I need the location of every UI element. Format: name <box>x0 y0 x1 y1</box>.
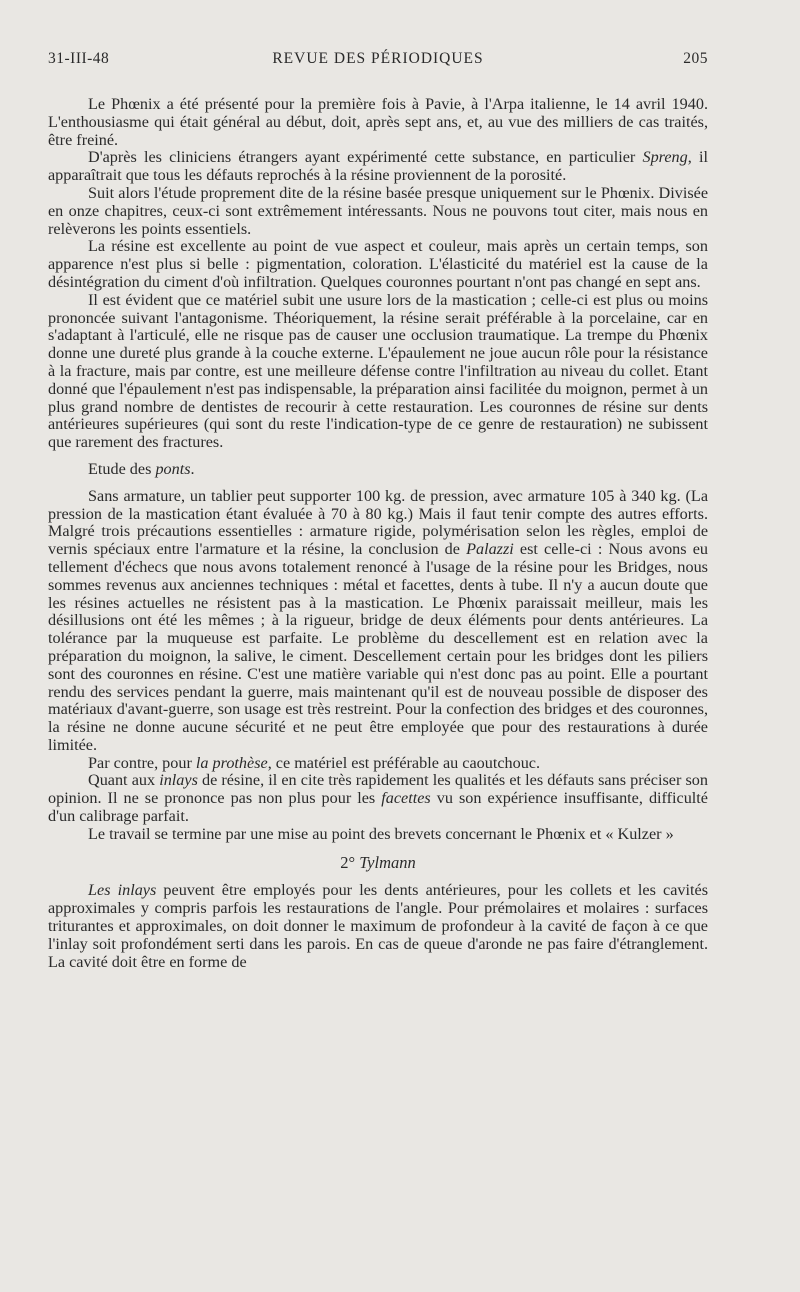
paragraph-4: La résine est excellente au point de vue aspect et couleur, mais après un certain temps, son apparence n'est plus si belle : pigmentation, coloration. L'élasticité du matériel est la cause de la désintégration du ciment d'où infiltration. Quelques couronnes pourtant n'ont pas changé en sept ans. <box>48 237 708 291</box>
header-title: REVUE DES PÉRIODIQUES <box>272 50 484 67</box>
author-palazzi: Palazzi <box>466 540 514 559</box>
section-author: Tylmann <box>359 852 416 872</box>
author-spreng: Spreng <box>642 148 688 167</box>
paragraph-8: Par contre, pour la prothèse, ce matériel est préférable au caoutchouc. <box>88 753 541 772</box>
paragraph-5: Il est évident que ce matériel subit une usure lors de la mastication ; celle-ci est plus ou moins prononcée suivant l'antagonisme. Théoriquement, la résine serait préférable à la porcelaine, car en s'adaptant à l'articulé, elle ne risque pas de causer une occlusion traumatique. La trempe du Phœnix donne une dureté plus grande à la couche externe. L'épaulement ne joue aucun rôle pour la résistance à la fracture, mais par contre, est une meilleure défense contre l'infiltration au niveau du collet. Etant donné que l'épaulement n'est pas indispensable, la préparation ainsi facilitée du moignon, permet à un plus grand nombre de dentistes de recourir à cette restauration. Les couronnes de résine sur dents antérieures supérieures (qui sont du reste l'indication-type de ce genre de restauration) ne subissent que rarement des fractures. <box>48 290 708 452</box>
paragraph-3: Suit alors l'étude proprement dite de la résine basée presque uniquement sur le Phœnix. Divisée en onze chapitres, ceux-ci sont extrêmement intéressants. Nous ne pouvons tout citer, mais nous en relèverons les points essentiels. <box>48 183 708 238</box>
paragraph-11: Les inlays peuvent être employés pour les dents antérieures, pour les collets et les cavités approximales y compris parfois les restaurations de l'angle. Pour prémolaires et molaires : surfaces triturantes et approximales, on doit donner le maximum de profondeur à la cavité de façon à ce que l'inlay soit profondément serti dans les parois. En cas de queue d'aronde ne pas faire d'étranglement. La cavité doit être en forme de <box>48 881 708 971</box>
paragraph-9: Quant aux inlays de résine, il en cite très rapidement les qualités et les défauts sans préciser son opinion. Il ne se prononce pas non plus pour les facettes vu son expérience insuffisante, difficulté d'un calibrage parfait. <box>48 771 708 826</box>
section-number: 2° <box>340 852 356 872</box>
paragraph-10: Le travail se termine par une mise au point des brevets concernant le Phœnix et « Kulzer » <box>88 824 674 843</box>
paragraph-1: Le Phœnix a été présenté pour la première fois à Pavie, à l'Arpa italienne, le 14 avril 1940. L'enthousiasme qui était général au début, doit, après sept ans, et, au vue des milliers de cas traités, être freiné. <box>48 95 708 149</box>
running-header <box>48 50 708 74</box>
header-date: 31-III-48 <box>48 50 110 67</box>
paragraph-2: D'après les cliniciens étrangers ayant expérimenté cette substance, en particulier Spreng, il apparaîtrait que tous les défauts reprochés à la résine proviennent de la porosité. <box>48 148 708 185</box>
page-number: 205 <box>683 50 708 67</box>
section-heading <box>48 854 708 872</box>
article-body <box>48 96 708 971</box>
subheading-ponts: Etude des ponts. <box>88 459 195 478</box>
paragraph-7: Sans armature, un tablier peut supporter 100 kg. de pression, avec armature 105 à 340 kg. (La pression de la mastication étant évaluée à 70 à 80 kg.) Mais il faut tenir compte des autres efforts. Malgré trois précautions essentielles : armature rigide, polymérisation selon les règles, emploi de vernis spéciaux entre l'armature et la résine, la conclusion de Palazzi est celle-ci : Nous avons eu tellement d'échecs que nous avons totalement renoncé à l'usage de la résine pour les Bridges, nous sommes revenus aux anciennes techniques : métal et facettes, dents à tube. Il n'y a aucun doute que les résines actuelles ne résistent pas à la mastication. Le Phœnix paraissait meilleur, mais les désillusions ont été les mêmes ; à la rigueur, bridge de deux éléments pour dents antérieures. La tolérance par la muqueuse est parfaite. Le problème du descellement est en relation avec la préparation du moignon, la salive, le ciment. Descellement certain pour les bridges dont les piliers sont des couronnes en résine. C'est une matière variable qui n'est donc pas au point. Elle a pourtant rendu des services pendant la guerre, mais maintenant qu'il est de nouveau possible de disposer des matériaux d'avant-guerre, son usage est très restreint. Pour la confection des bridges et des couronnes, la résine ne donne aucune sécurité et ne peut être employée que pour des restaurations à durée limitée. <box>48 486 708 754</box>
